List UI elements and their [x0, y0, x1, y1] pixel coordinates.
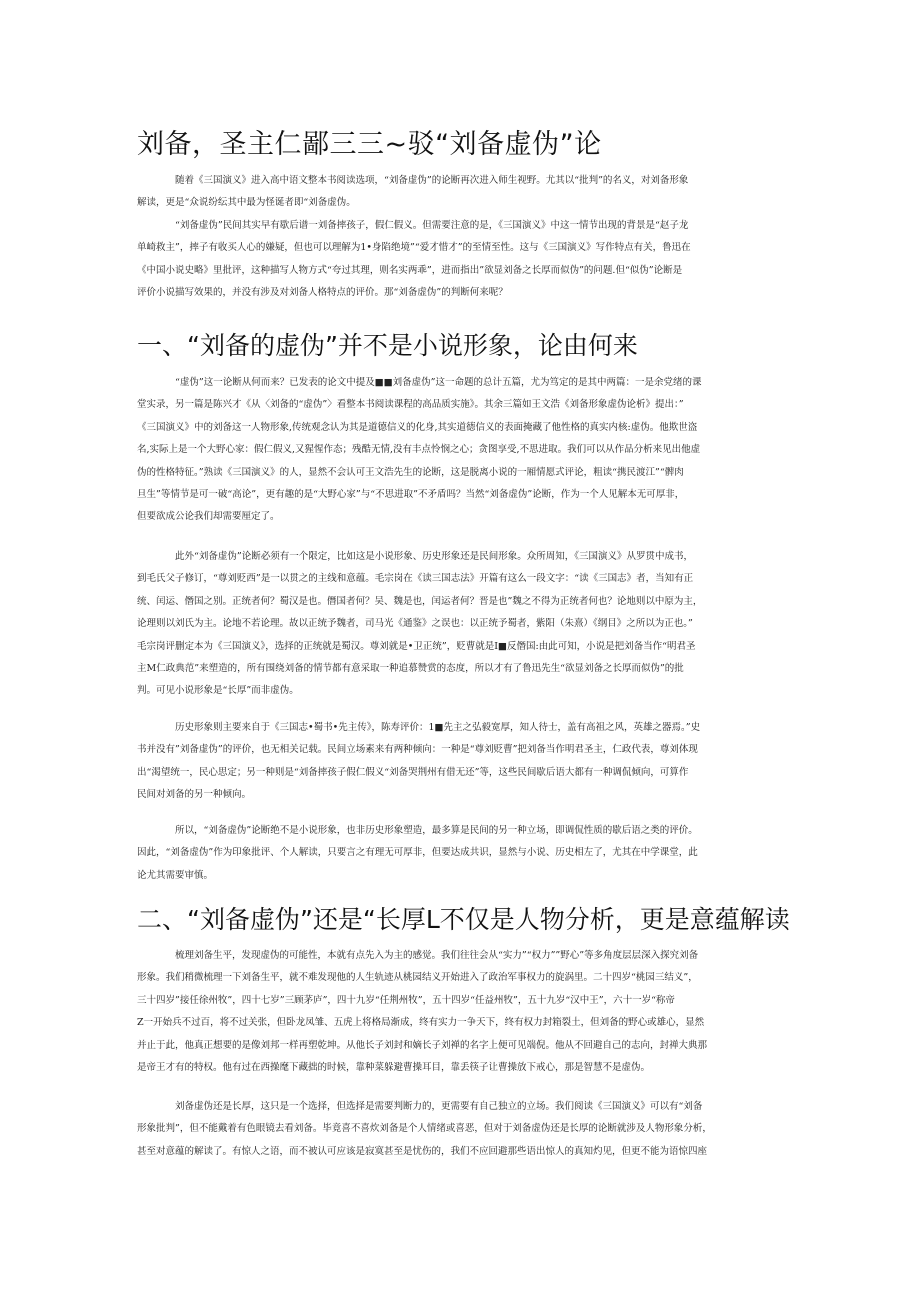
text-line: 形象。我们稍微梳理一下刘备生平，就不难发现他的人生轨迹从桃园结义开始进入了政治军事权力的旋涡里。二十四岁“桃园三结义”， — [137, 972, 698, 984]
text-line: 民间对刘备的另一种倾向。 — [137, 789, 252, 801]
section-heading-2: 二、“刘备虚伪”还是“长厚L不仅是人物分析，更是意蕴解读 — [137, 905, 790, 934]
section2-paragraph-1 — [137, 945, 787, 1079]
text-line: 解读，更是“众说纷纭其中最为怪诞者即“刘备虚伪。 — [137, 197, 356, 209]
text-line: Z一开始兵不过百，将不过关张，但卧龙凤雏、五虎上将格局渐成，终有实力一争天下，终有权力封箱裂土，但刘备的野心或雄心，显然 — [137, 1017, 705, 1029]
text-line: 刘备虚伪还是长厚，这只是一个选择，但选择是需要判断力的，更需要有自己独立的立场。我们阅读《三国演义》可以有“刘备 — [175, 1101, 703, 1112]
text-line: “刘备虚伪”民间其实早有歇后谱一刘备摔孩子，假仁假义。但需要注意的是，《三国演义》中这一情节出现的背景是“赵子龙 — [175, 219, 689, 231]
text-line: 三十四岁”接任徐州牧”，四十七岁”三顾茅庐”，四十九岁“任荆州牧”，五十四岁“任益州牧”，五十九岁“汉中王”，六十一岁“称帝 — [137, 994, 675, 1006]
document-title: 刘备，圣主仁鄙三三~驳“刘备虚伪”论 — [137, 129, 602, 160]
text-line: 论理则以刘氏为主。论地不若论理。故以正统予魏者，司马光《通鉴》之误也：以正统予蜀者，紫阳（朱熹）《纲目》之所以为正也。” — [137, 618, 693, 630]
text-line: “虚伪”这一论断从何而来？已发表的论文中提及■■刘备虚伪”这一命题的总计五篇，尤为笃定的是其中两篇：一是余党绪的课 — [175, 377, 702, 388]
text-line: 《三国演义》中的刘备这一人物形象,传统观念认为其是道德信义的化身,其实道德信义的表面掩藏了他性格的真实内核:虚伪。他欺世盗 — [137, 421, 698, 433]
section-heading-1: 一、“刘备的虚伪”并不是小说形象，论由何来 — [137, 331, 638, 360]
text-line: 随着《三国演义》进入高中语文整本书阅读选项，“刘备虚伪”的论断再次进入师生视野。尤其以“批判”的名义，对刘备形象 — [175, 175, 689, 186]
text-line: 甚至对意蕴的解读了。有惊人之语，而不被认可应该是寂寞甚至是忧伤的，我们不应回避那些语出惊人的真知灼见，但更不能为语惊四座 — [137, 1145, 708, 1157]
text-line: 书并没有”刘备虚伪”的评价，也无相关记载。民间立场素来有两种倾向：一种是“尊刘贬曹”把刘备当作明君圣主，仁政代表，尊刘体现 — [137, 744, 698, 756]
text-line: 出“渴望统一，民心思定；另一种则是“刘备摔孩子假仁假义“刘备哭荆州有借无还”等，这些民间歇后语大都有一种调侃倾向，可算作 — [137, 766, 689, 778]
text-line: 单崎救主”，摔子有收买人心的嫌疑，但也可以理解为1•身陷绝境”“爱才惜才”的至情至性。这与《三国演义》写作特点有关，鲁迅在 — [137, 242, 691, 254]
text-line: 并止于此，他真正想要的是像刘邦一样再塑乾坤。从他长子刘封和嫡长子刘禅的名字上便可见端倪。他从不回避自己的志向，封禅大典那 — [137, 1039, 708, 1051]
text-line: 历史形象则主要来自于《三国志•蜀书•先主传》，陈寿评价：1■先主之弘毅宽厚，知人待士，盖有高祖之风，英雄之器焉。”史 — [175, 722, 701, 733]
section1-paragraph-4 — [137, 820, 787, 887]
text-line: 旦生”等情节是可一破“高论”，更有趣的是“大野心家”与“不思进取”不矛盾吗？当然“刘备虚伪”论断，作为一个人见解本无可厚非， — [137, 489, 685, 501]
text-line: 伪的性格特征。”熟读《三国演义》的人，显然不会认可王文浩先生的论断，这是脱离小说的一厢情愿式评论，粗读“携民渡江”“髀肉 — [137, 466, 684, 478]
text-line: 《中国小说史略》里批评，这种描写人物方式“夸过其理，则名实两乖”，进而指出”欲显刘备之长厚而似伪”的问题.但“似伪”论断是 — [137, 264, 683, 276]
text-line: 判。可见小说形象是“长厚”而非虚伪。 — [137, 685, 299, 697]
text-line: 堂实录，另一篇是陈兴才《从〈刘备的“虚伪”〉看整本书阅读课程的高品质实施》。其余三篇如王文浩《刘备形象虚伪论析》提出：” — [137, 399, 684, 411]
text-line: 梳理刘备生平，发现虚伪的可能性，本就有点先入为主的感觉。我们往往会从“实力”“权力””野心”等多角度层层深入探究刘备 — [175, 950, 699, 961]
text-line: 因此，“刘备虚伪”作为印象批评、个人解读，只要言之有理无可厚非，但要达成共识，显然与小说、历史相左了，尤其在中学课堂，此 — [137, 847, 698, 859]
text-line: 名,实际上是一个大野心家：假仁假义,又猩惺作态；残酷无情,没有丰点怜悯之心；贪图享受,不思进取。我们可以从作品分析来见出他虚 — [137, 444, 701, 456]
text-line: 形象批判”，但不能戴着有色眼镜去看刘备。毕竟喜不喜炊刘备是个人情绪或喜恶，但对于刘备虚伪还是长厚的论断就涉及人物形象分析， — [137, 1123, 712, 1135]
text-line: 毛宗岗评删定本为《三国演义》，选择的正统就是蜀汉。尊刘就是•卫正统”，贬曹就是I■反僭国:由此可知，小说是把刘备当作“明君圣 — [137, 640, 696, 652]
text-line: 是帝王才有的特权。他有过在西操麾下藏拙的时候，靠种菜躲避曹操耳目，靠丢筷子让曹操放下戒心，那是智慧不是虚伪。 — [137, 1062, 651, 1074]
text-line: 到毛氏父子修订，“尊刘贬西”是一以贯之的主线和意蕴。毛宗岗在《读三国志法》开篇有这么一段文字：“读《三国志》者，当知有正 — [137, 573, 694, 585]
text-line: 论尤其需要审慎。 — [137, 869, 214, 881]
text-line: 评价小说描写效果的，并没有涉及对刘备人格特点的评价。那“刘备虚伪”的判断何来呢？ — [137, 287, 508, 299]
text-line: 所以，“刘备虚伪”论断绝不是小说形象，也非历史形象塑造，最多算是民间的另一种立场，即调侃性质的歇后语之类的评价。 — [175, 825, 698, 836]
text-line: 但要欲成公论我们却需要厘定了。 — [137, 511, 280, 523]
intro-paragraph — [137, 170, 787, 304]
section1-paragraph-2 — [137, 546, 787, 703]
text-line: 统、闰运、僭国之别。正统者何？蜀汉是也。僭国者何？吴、魏是也，闰运者何？晋是也”魏之不得为正统者何也？论地则以中原为主， — [137, 595, 703, 607]
text-line: 此外“刘备虚伪”论断必须有一个限定，比如这是小说形象、历史形象还是民间形象。众所周知，《三国演义》从罗贯中成书， — [175, 551, 693, 562]
section1-paragraph-3 — [137, 717, 787, 807]
text-line: 主M仁政典范”来塑造的，所有围绕刘备的情节都有意采取一种追慕赞赏的态度，所以才有了鲁迅先生“欲显刘备之长厚而似伪”的批 — [137, 663, 684, 675]
section1-paragraph-1 — [137, 372, 787, 529]
section2-paragraph-2 — [137, 1096, 787, 1163]
